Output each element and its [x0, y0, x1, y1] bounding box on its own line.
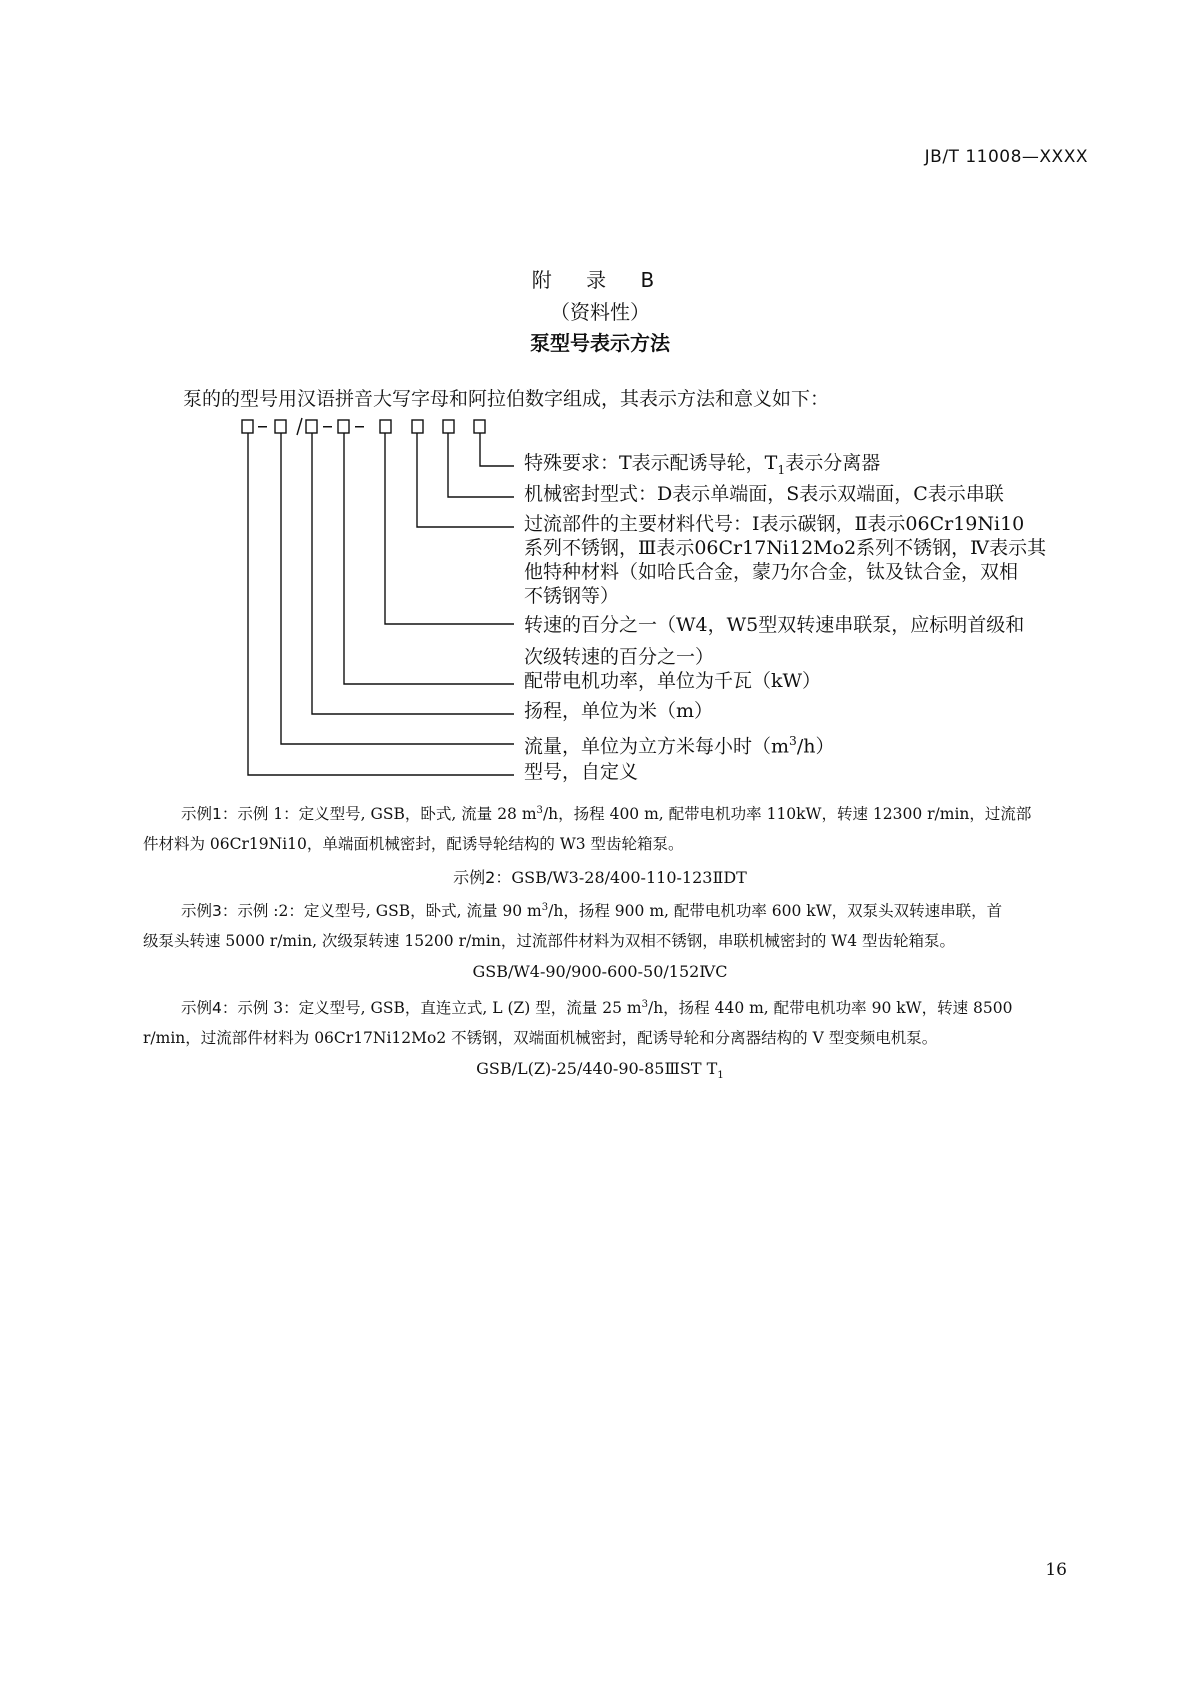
- appendix-title: 附 录 B: [531, 268, 669, 292]
- desc-special-requirement: 特殊要求：T表示配诱导轮，$T_1$表示分离器: [524, 452, 881, 477]
- desc-motor-power: 配带电机功率，单位为千瓦（kW）: [524, 670, 822, 692]
- example-4-line-1: 示例4：示例 3：定义型号, GSB，直连立式, L (Z) 型，流量 25 $m^3/h$，扬程 440 m, 配带电机功率 90 kW，转速 8500: [181, 998, 1013, 1017]
- notation-box-head: [306, 420, 317, 433]
- desc-flow: 流量，单位为立方米每小时$(m^3/h)$: [524, 734, 835, 758]
- leader-speed: [385, 433, 514, 624]
- notation-box-special: [474, 420, 485, 433]
- example-3-line-1: 示例3：示例 :2：定义型号, GSB，卧式, 流量 90 $m^3/h$，扬程 900 m, 配带电机功率 600 kW，双泵头双转速串联，首: [181, 901, 1003, 920]
- notation-box-speed: [380, 420, 391, 433]
- example-4-code: GSB/L(Z)-25/440-90-85ⅢST $T_1$: [476, 1059, 724, 1082]
- example-1-code: 示例2：GSB/W3-28/400-110-123ⅡDT: [453, 868, 747, 887]
- example-3-line-2: 级泵头转速 5000 r/min, 次级泵转速 15200 r/min，过流部件材料为双相不锈钢，串联机械密封的 W4 型齿轮箱泵。: [143, 932, 956, 950]
- example-1-line-2: 件材料为 06Cr19Ni10，单端面机械密封，配诱导轮结构的 W3 型齿轮箱泵。: [143, 835, 684, 853]
- desc-seal-type: 机械密封型式：D表示单端面，S表示双端面，C表示串联: [524, 483, 1004, 505]
- leader-material: [417, 433, 514, 527]
- leader-power: [344, 433, 514, 684]
- desc-speed: 转速的百分之一（W4，W5型双转速串联泵，应标明首级和 次级转速的百分之一）: [524, 614, 1025, 668]
- leader-seal: [448, 433, 514, 497]
- slash-separator: [297, 418, 302, 435]
- notation-box-seal: [443, 420, 454, 433]
- dash-separator: [355, 426, 364, 428]
- example-4-line-2: r/min，过流部件材料为 06Cr17Ni12Mo2 不锈钢，双端面机械密封，配诱导轮和分离器结构的 V 型变频电机泵。: [143, 1029, 938, 1047]
- leader-model: [248, 433, 514, 775]
- dash-separator: [258, 426, 267, 428]
- desc-material-code: 过流部件的主要材料代号：Ⅰ表示碳钢，Ⅱ表示06Cr19Ni10 系列不锈钢，Ⅲ表示06Cr17Ni12Mo2系列不锈钢，Ⅳ表示其 他特种材料（如哈氏合金，蒙乃尔合金，钛及钛合金，双相 不锈钢等）: [524, 513, 1047, 607]
- notation-box-material: [412, 420, 423, 433]
- appendix-heading: 泵型号表示方法: [530, 331, 670, 355]
- desc-model: 型号，自定义: [524, 761, 639, 783]
- dash-separator: [323, 426, 332, 428]
- desc-head: 扬程，单位为米（m）: [524, 700, 714, 722]
- notation-box-flow: [275, 420, 286, 433]
- notation-box-power: [338, 420, 349, 433]
- intro-paragraph: 泵的的型号用汉语拼音大写字母和阿拉伯数字组成，其表示方法和意义如下：: [183, 388, 830, 410]
- example-1-line-1: 示例1：示例 1：定义型号, GSB，卧式, 流量 28 $m^3/h$，扬程 400 m, 配带电机功率 110kW，转速 12300 r/min，过流部: [181, 804, 1032, 823]
- document-code: JB/T 11008—XXXX: [924, 147, 1088, 167]
- example-3-code: GSB/W4-90/900-600-50/152ⅣC: [472, 962, 728, 981]
- leader-special: [480, 433, 514, 466]
- page-number: 16: [1045, 1560, 1067, 1580]
- appendix-type: （资料性）: [550, 300, 650, 324]
- leader-head: [312, 433, 514, 714]
- notation-box-model: [242, 420, 253, 433]
- leader-flow: [281, 433, 514, 744]
